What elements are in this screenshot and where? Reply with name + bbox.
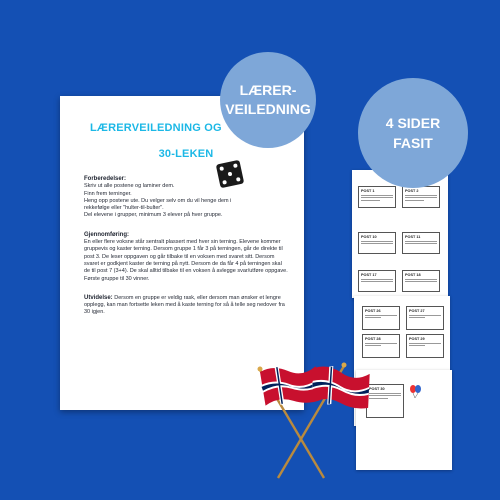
- answer-card: POST 28: [362, 334, 400, 358]
- answer-sheet-1: [352, 170, 448, 298]
- execution-heading: Gjennomføring:: [84, 231, 129, 238]
- extension-section: [84, 295, 288, 317]
- extension-text: Dersom en gruppe er veldig rask, eller dersom man ønsker et lengre opplegg, kan man fortsette leken med å kaste terning for så å telle seg nedover fra 30 igjen.: [84, 294, 285, 316]
- prep-line: Finn frem terninger.: [84, 190, 132, 197]
- document-title: LÆRERVEILEDNING OG: [90, 122, 222, 134]
- dice-icon: [216, 160, 244, 188]
- answer-card: POST 27: [406, 306, 444, 330]
- badge-line: 4 SIDER: [385, 115, 441, 131]
- prep-line: Heng opp postene ute. Du velger selv om du vil henge dem i: [84, 197, 232, 204]
- prep-line: Del elevene i grupper, minimum 3 elever på hver gruppe.: [84, 212, 223, 219]
- prep-line: Skriv ut alle postene og laminer dem.: [84, 183, 175, 190]
- preparation-heading: Forberedelser:: [84, 176, 127, 182]
- execution-text: En eller flere voksne står sentralt plassert med hver sin terning. Elevene kommer gruppevis og kaster terning. Dersom gruppe 1 får 3 på terningen, går de direkte til post 3. De leser oppgaven og går tilbake til en voksen med svaret sitt. Dersom svaret er godkjent kaster de terning på nytt. Dersom de da får 4 på terningen skal de til post 7 (3+4). De skal alltid tilbake til en voksen å avlegge svar/utføre oppgave. Første gruppe til 30 vinner.: [84, 239, 288, 282]
- norwegian-flags-icon: [232, 356, 372, 480]
- document-subtitle: 30-LEKEN: [158, 148, 214, 160]
- prep-line: rekkefølge eller "hulter-til-bulter".: [84, 205, 164, 212]
- execution-section: [84, 232, 288, 283]
- answer-card: POST 30: [366, 384, 404, 418]
- balloon-icon: [408, 384, 422, 398]
- answer-card: POST 29: [406, 334, 444, 358]
- badge-line: LÆRER-: [239, 82, 297, 98]
- answer-card: POST 18: [402, 270, 440, 292]
- answer-card: POST 1: [358, 186, 396, 208]
- teacher-guide-badge: [220, 52, 316, 148]
- answer-card: POST 17: [358, 270, 396, 292]
- badge-line: FASIT: [393, 135, 433, 151]
- answer-key-badge: [358, 78, 468, 188]
- answer-card: POST 26: [362, 306, 400, 330]
- extension-heading: Utvidelse:: [84, 294, 113, 301]
- answer-card: POST 11: [402, 232, 440, 254]
- preparation-section: [84, 176, 288, 220]
- answer-card: POST 10: [358, 232, 396, 254]
- badge-line: VEILEDNING: [225, 101, 311, 117]
- answer-card: POST 2: [402, 186, 440, 208]
